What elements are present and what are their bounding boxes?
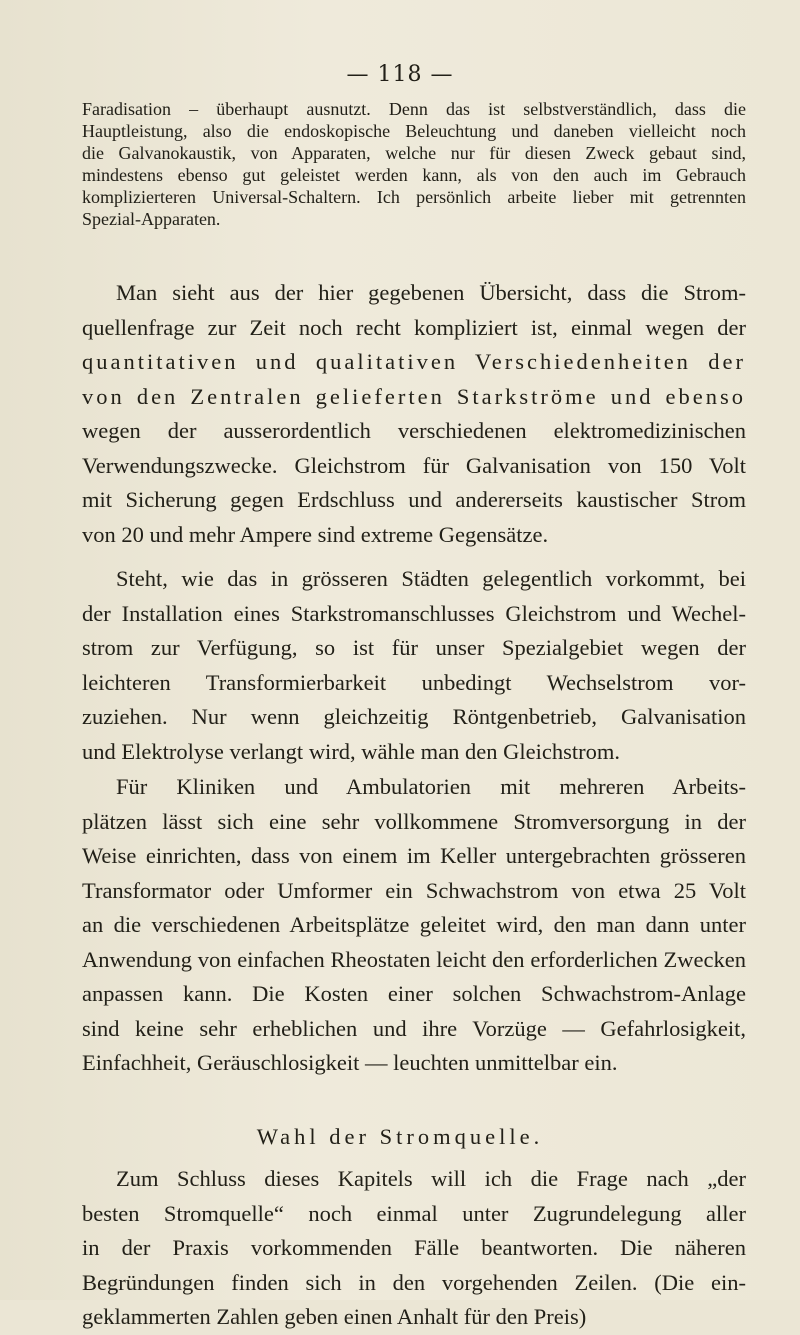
text-line: Verwendungszwecke. Gleichstrom für Galvanisation von 150 Volt (82, 452, 746, 478)
text-line: Steht, wie das in grösseren Städten gelegentlich vorkommt, bei (116, 566, 746, 591)
text-line: Hauptleistung, also die endoskopische Beleuchtung und daneben vielleicht noch (82, 121, 746, 141)
text-line: Begründungen finden sich in den vorgehenden Zeilen. (Die ein- (82, 1269, 746, 1295)
paragraph-stromquellenfrage (82, 276, 746, 552)
text-line-emphasis: quantitativen und qualitativen Verschiedenheiten der (82, 349, 746, 374)
text-line: quellenfrage zur Zeit noch recht kompliziert ist, einmal wegen der (82, 314, 746, 340)
text-line: geklammerten Zahlen geben einen Anhalt für den Preis) (82, 1304, 587, 1329)
text-line: zuziehen. Nur wenn gleichzeitig Röntgenbetrieb, Galvanisation (82, 704, 746, 729)
text-line: anpassen kann. Die Kosten einer solchen Schwachstrom-Anlage (82, 981, 746, 1006)
text-line: strom zur Verfügung, so ist für unser Spezialgebiet wegen der (82, 635, 746, 660)
text-line: Zum Schluss dieses Kapitels will ich die Frage nach „der (116, 1166, 746, 1191)
text-line: plätzen lässt sich eine sehr vollkommene Stromversorgung in der (82, 808, 746, 834)
text-line: Für Kliniken und Ambulatorien mit mehreren Arbeits- (116, 774, 746, 799)
text-line: wegen der ausserordentlich verschiedenen elektromedizinischen (82, 418, 746, 443)
text-line: von 20 und mehr Ampere sind extreme Gegensätze. (82, 521, 549, 547)
paragraph-faradisation (82, 98, 746, 230)
text-line: sind keine sehr erheblichen und ihre Vorzüge — Gefahrlosigkeit, (82, 1015, 746, 1041)
text-line: Man sieht aus der hier gegebenen Übersicht, dass die Strom- (116, 280, 746, 305)
page-number: — 118 — (346, 62, 454, 87)
text-line: Transformator oder Umformer ein Schwachstrom von etwa 25 Volt (82, 877, 746, 903)
text-line: in der Praxis vorkommenden Fälle beantworten. Die näheren (82, 1235, 746, 1260)
text-line: mit Sicherung gegen Erdschluss und andererseits kaustischer Strom (82, 487, 746, 512)
paragraph-kliniken (82, 770, 746, 1081)
text-line: und Elektrolyse verlangt wird, wähle man den Gleichstrom. (82, 738, 620, 764)
text-line: Weise einrichten, dass von einem im Keller untergebrachten grösseren (82, 843, 746, 868)
text-line: Anwendung von einfachen Rheostaten leicht den erforderlichen Zwecken (82, 946, 746, 972)
text-line: komplizierteren Universal-Schaltern. Ich persönlich arbeite lieber mit getrennten (82, 187, 746, 207)
text-line: Spezial-Apparaten. (82, 209, 221, 229)
text-line: besten Stromquelle“ noch einmal unter Zugrundelegung aller (82, 1200, 746, 1226)
text-line: Faradisation – überhaupt ausnutzt. Denn das ist selbstverständlich, dass die (82, 99, 746, 119)
text-line: leichteren Transformierbarkeit unbedingt Wechselstrom vor- (82, 669, 746, 695)
text-line: an die verschiedenen Arbeitsplätze geleitet wird, den man dann unter (82, 912, 746, 937)
section-heading: Wahl der Stromquelle. (256, 1124, 544, 1149)
text-line: Einfachheit, Geräuschlosigkeit — leuchten unmittelbar ein. (82, 1050, 618, 1075)
text-line: der Installation eines Starkstromanschlusses Gleichstrom und Wechel- (82, 600, 746, 626)
paragraph-schluss (82, 1162, 746, 1335)
paragraph-installation (82, 562, 746, 769)
text-line-emphasis: von den Zentralen gelieferten Starkströme und ebenso (82, 383, 746, 409)
text-line: die Galvanokaustik, von Apparaten, welche nur für diesen Zweck gebaut sind, (82, 143, 746, 163)
text-line: mindestens ebenso gut geleistet werden kann, als von den auch im Gebrauch (82, 165, 746, 185)
